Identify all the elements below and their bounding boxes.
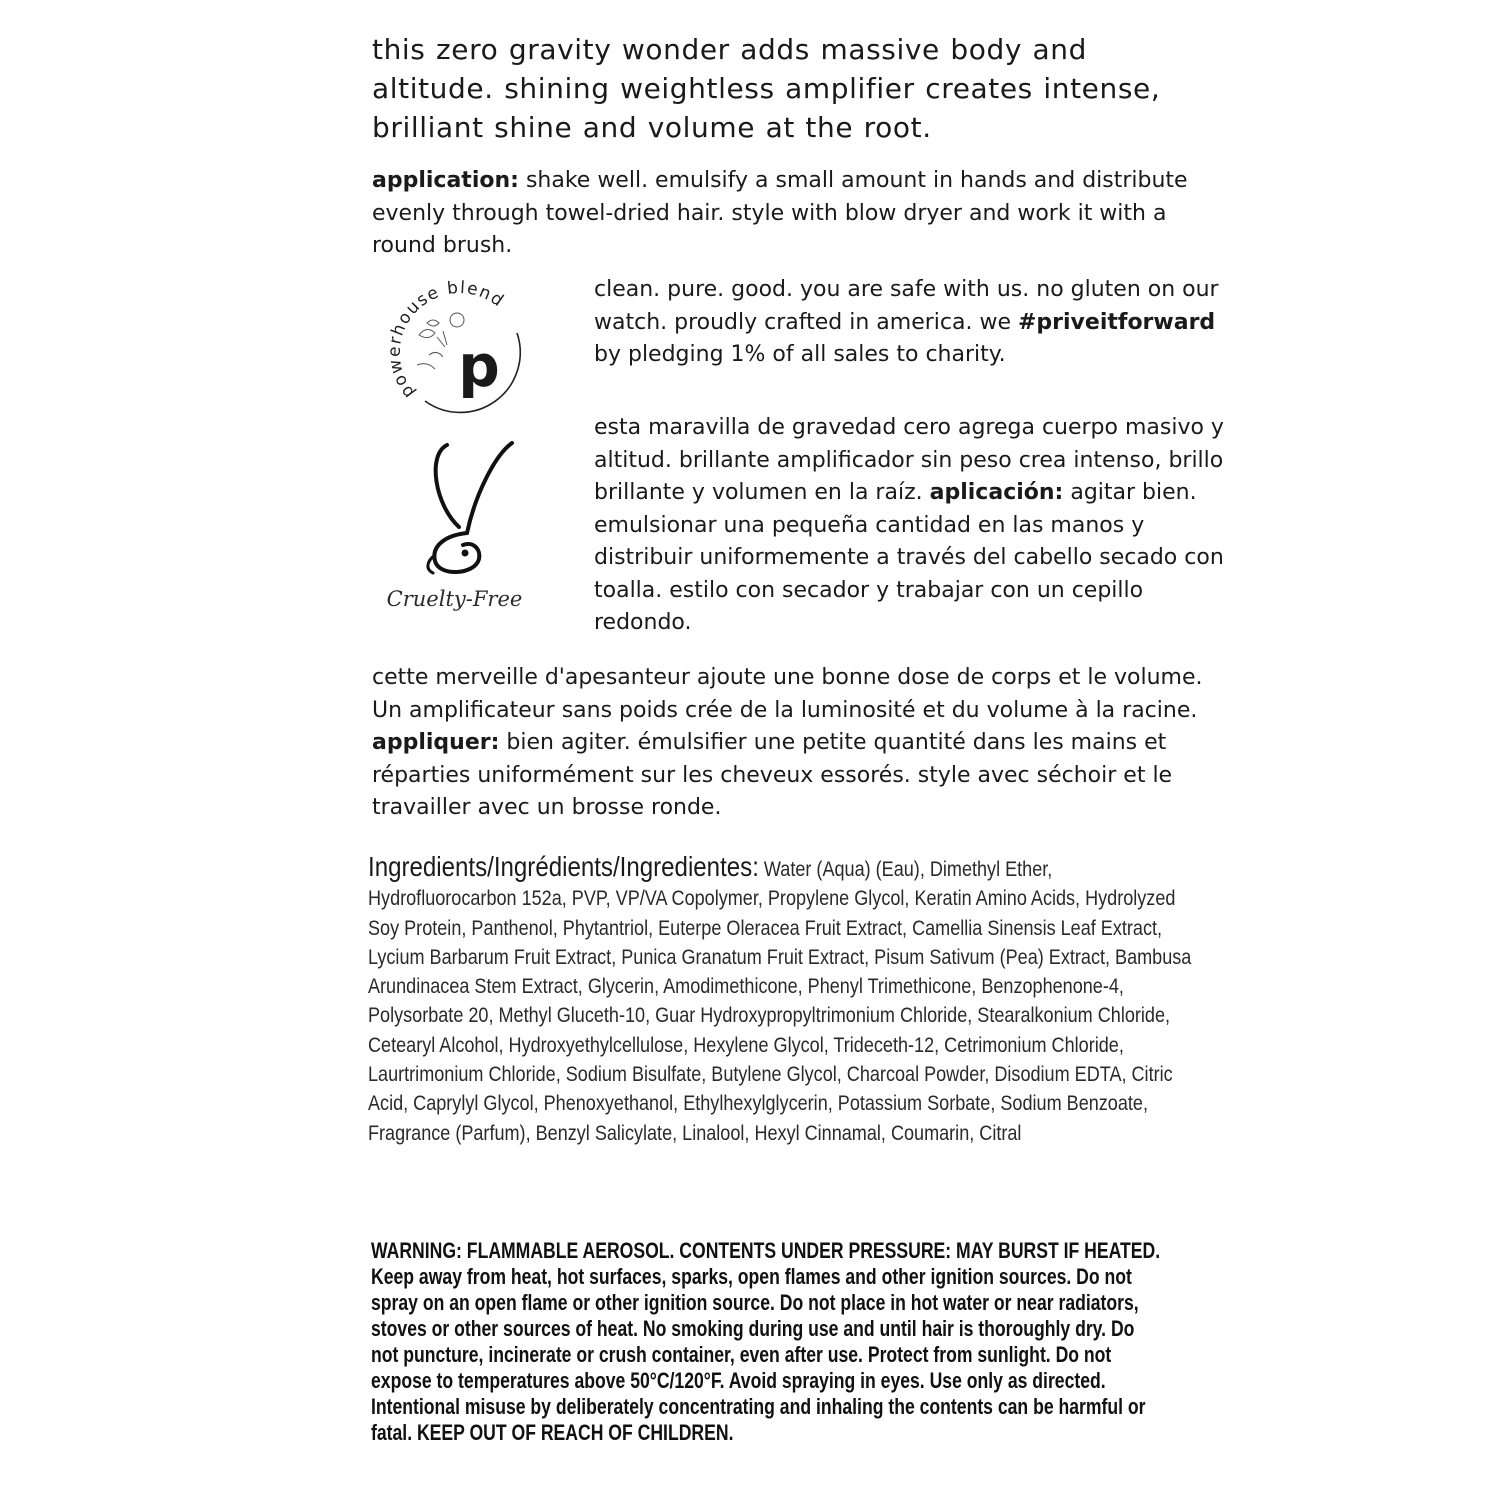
french-application-label: appliquer: [372,730,500,755]
spanish-application-label: aplicación: [929,480,1064,505]
spanish-intro: esta maravilla de gravedad cero agrega cuerpo masivo y altitud. brillante amplificador sin peso crea intenso, brillo brillante y volumen en la raíz. [594,415,1224,505]
badges [372,275,542,625]
spanish-paragraph [594,412,1234,640]
application-text: shake well. emulsify a small amount in hands and distribute evenly through towel-dried hair. style with blow dryer and work it with a round brush. [372,168,1188,258]
cruelty-free-label: Cruelty-Free [386,587,523,611]
intro-text: this zero gravity wonder adds massive body and altitude. shining weightless amplifier creates intense, brilliant shine and volume at the root. [372,33,1161,144]
french-application-text: bien agiter. émulsifier une petite quantité dans les mains et réparties uniformément sur les cheveux essorés. style avec séchoir et le travailler avec un brosse ronde. [372,730,1173,820]
ingredients-paragraph [368,852,1198,1148]
ingredients-title: Ingredients/Ingrédients/Ingredientes: [368,851,759,882]
french-intro: cette merveille d'apesanteur ajoute une bonne dose de corps et le volume. Un amplificateur sans poids crée de la luminosité et du volume à la racine. [372,665,1203,723]
ingredients-list: Water (Aqua) (Eau), Dimethyl Ether, Hydrofluorocarbon 152a, PVP, VP/VA Copolymer, Propylene Glycol, Keratin Amino Acids, Hydrolyzed Soy Protein, Panthenol, Phytantriol, Euterpe Oleracea Fruit Extract, Camellia Sinensis Leaf Extract, Lycium Barbarum Fruit Extract, Punica Granatum Fruit Extract, Pisum Sativum (Pea) Extract, Bambusa Arundinacea Stem Extract, Glycerin, Amodimethicone, Phenyl Trimethicone, Benzophenone-4, Polysorbate 20, Methyl Gluceth-10, Guar Hydroxypropyltrimonium Chloride, Stearalkonium Chloride, Cetearyl Alcohol, Hydroxyethylcellulose, Hexylene Glycol, Trideceth-12, Cetrimonium Chloride, Laurtrimonium Chloride, Sodium Bisulfate, Butylene Glycol, Charcoal Powder, Disodium EDTA, Citric Acid, Caprylyl Glycol, Phenoxyethanol, Ethylhexylglycerin, Potassium Sorbate, Sodium Benzoate, Fragrance (Parfum), Benzyl Salicylate, Linalool, Hexyl Cinnamal, Coumarin, Citral [368,858,1192,1145]
application-paragraph [372,165,1212,263]
french-paragraph [372,662,1212,825]
powerhouse-letter: p [458,332,500,400]
bunny-icon [387,435,527,585]
botanical-sketch-icon [417,313,464,369]
powerhouse-blend-seal-icon [377,275,537,420]
clean-paragraph [594,274,1234,372]
clean-text-after: by pledging 1% of all sales to charity. [594,342,1006,367]
spanish-application-text: agitar bien. emulsionar una pequeña cantidad en las manos y distribuir uniformemente a través del cabello secado con toalla. estilo con secador y trabajar con un cepillo redondo. [594,480,1224,635]
clean-text-before: clean. pure. good. you are safe with us. no gluten on our watch. proudly crafted in america. we [594,277,1219,335]
warning-text: WARNING: FLAMMABLE AEROSOL. CONTENTS UNDER PRESSURE: MAY BURST IF HEATED. Keep away from heat, hot surfaces, sparks, open flames and other ignition sources. Do not spray on an open flame or other ignition source. Do not place in hot water or near radiators, stoves or other sources of heat. No smoking during use and until hair is thoroughly dry. Do not puncture, incinerate or crush container, even after use. Protect from sunlight. Do not expose to temperatures above 50°C/120°F. Avoid spraying in eyes. Use only as directed. Intentional misuse by deliberately concentrating and inhaling the contents can be harmful or fatal. KEEP OUT OF REACH OF CHILDREN. [371,1238,1161,1445]
hashtag: #priveitforward [1017,309,1216,335]
application-label: application: [372,168,519,193]
powerhouse-arc-text: powerhouse blend [384,277,509,403]
